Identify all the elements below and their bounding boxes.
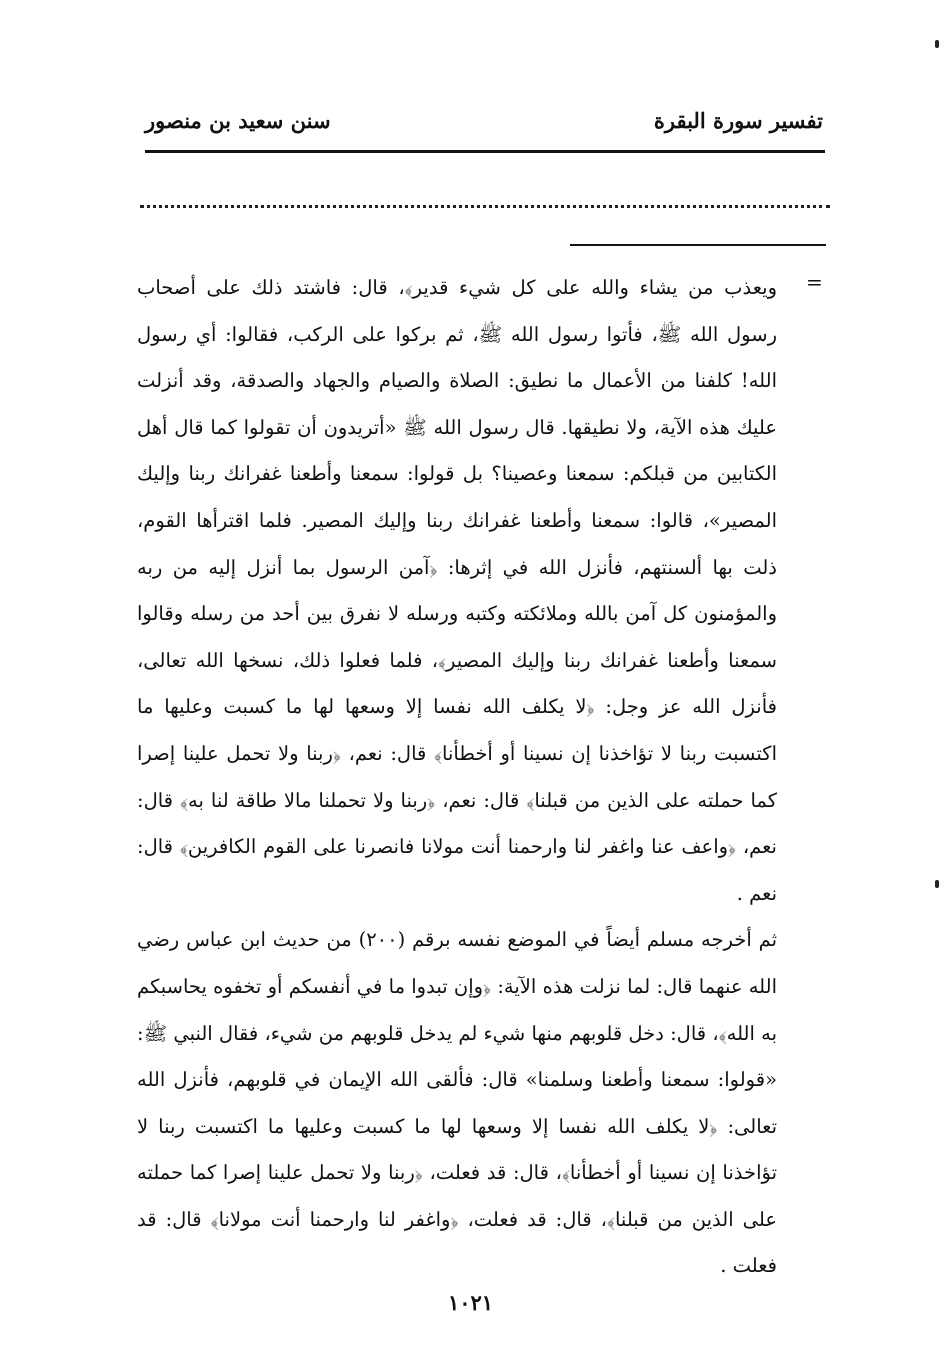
footnote-paragraph-2: ثم أخرجه مسلم أيضاً في الموضع نفسه برقم (٢٠٠) من حديث ابن عباس رضي الله عنهما قال: لما نزلت هذه الآية: ﴿وإن تبدوا ما في أنفسكم أو تخفوه يحاسبكم به الله﴾، قال: دخل قلوبهم منها شيء لم يدخل قلوبهم من شيء، فقال النبي ﷺ: «قولوا: سمعنا وأطعنا وسلمنا» قال: فألقى الله الإيمان في قلوبهم، فأنزل الله تعالى: ﴿لا يكلف الله نفسا إلا وسعها لها ما كسبت وعليها ما اكتسبت ربنا لا تؤاخذنا إن نسينا أو أخطأنا﴾، قال: قد فعلت، ﴿ربنا ولا تحمل علينا إصرا كما حملته على الذين من قبلنا﴾، قال: قد فعلت، ﴿واغفر لنا وارحمنا أنت مولانا﴾ قال: قد فعلت . [137, 928, 778, 1278]
page-header [145, 108, 823, 148]
header-rule [145, 150, 825, 153]
footnote-paragraph-1: ويعذب من يشاء والله على كل شيء قدير﴾، قال: فاشتد ذلك على أصحاب رسول الله ﷺ، فأتوا رسول الله ﷺ، ثم بركوا على الركب، فقالوا: أي رسول الله! كلفنا من الأعمال ما نطيق: الصلاة والصيام والجهاد والصدقة، وقد أنزلت عليك هذه الآية، ولا نطيقها. قال رسول الله ﷺ «أتريدون أن تقولوا كما قال أهل الكتابين من قبلكم: سمعنا وعصينا؟ بل قولوا: سمعنا وأطعنا غفرانك ربنا وإليك المصير»، قالوا: سمعنا وأطعنا غفرانك ربنا وإليك المصير. فلما اقترأها القوم، ذلت بها ألسنتهم، فأنزل الله في إثرها: ﴿آمن الرسول بما أنزل إليه من ربه والمؤمنون كل آمن بالله وملائكته وكتبه ورسله لا نفرق بين أحد من رسله وقالوا سمعنا وأطعنا غفرانك ربنا وإليك المصير﴾، فلما فعلوا ذلك، نسخها الله تعالى، فأنزل الله عز وجل: ﴿لا يكلف الله نفسا إلا وسعها لها ما كسبت وعليها ما اكتسبت ربنا لا تؤاخذنا إن نسينا أو أخطأنا﴾ قال: نعم، ﴿ربنا ولا تحمل علينا إصرا كما حملته على الذين من قبلنا﴾ قال: نعم، ﴿ربنا ولا تحملنا مالا طاقة لنا به﴾ قال: نعم، ﴿واعف عنا واغفر لنا وارحمنا أنت مولانا فانصرنا على القوم الكافرين﴾ قال: نعم . [137, 276, 777, 905]
scan-mark-top [935, 40, 939, 48]
dotted-separator [140, 205, 830, 208]
scan-mark-middle [935, 880, 939, 888]
footnote-body [137, 265, 777, 1290]
surah-title: تفسير سورة البقرة [653, 108, 823, 133]
continuation-mark: = [806, 270, 823, 294]
footnote-rule [570, 244, 826, 246]
page-number: ١٠٢١ [447, 1290, 494, 1315]
book-title: سنن سعيد بن منصور [145, 108, 331, 133]
